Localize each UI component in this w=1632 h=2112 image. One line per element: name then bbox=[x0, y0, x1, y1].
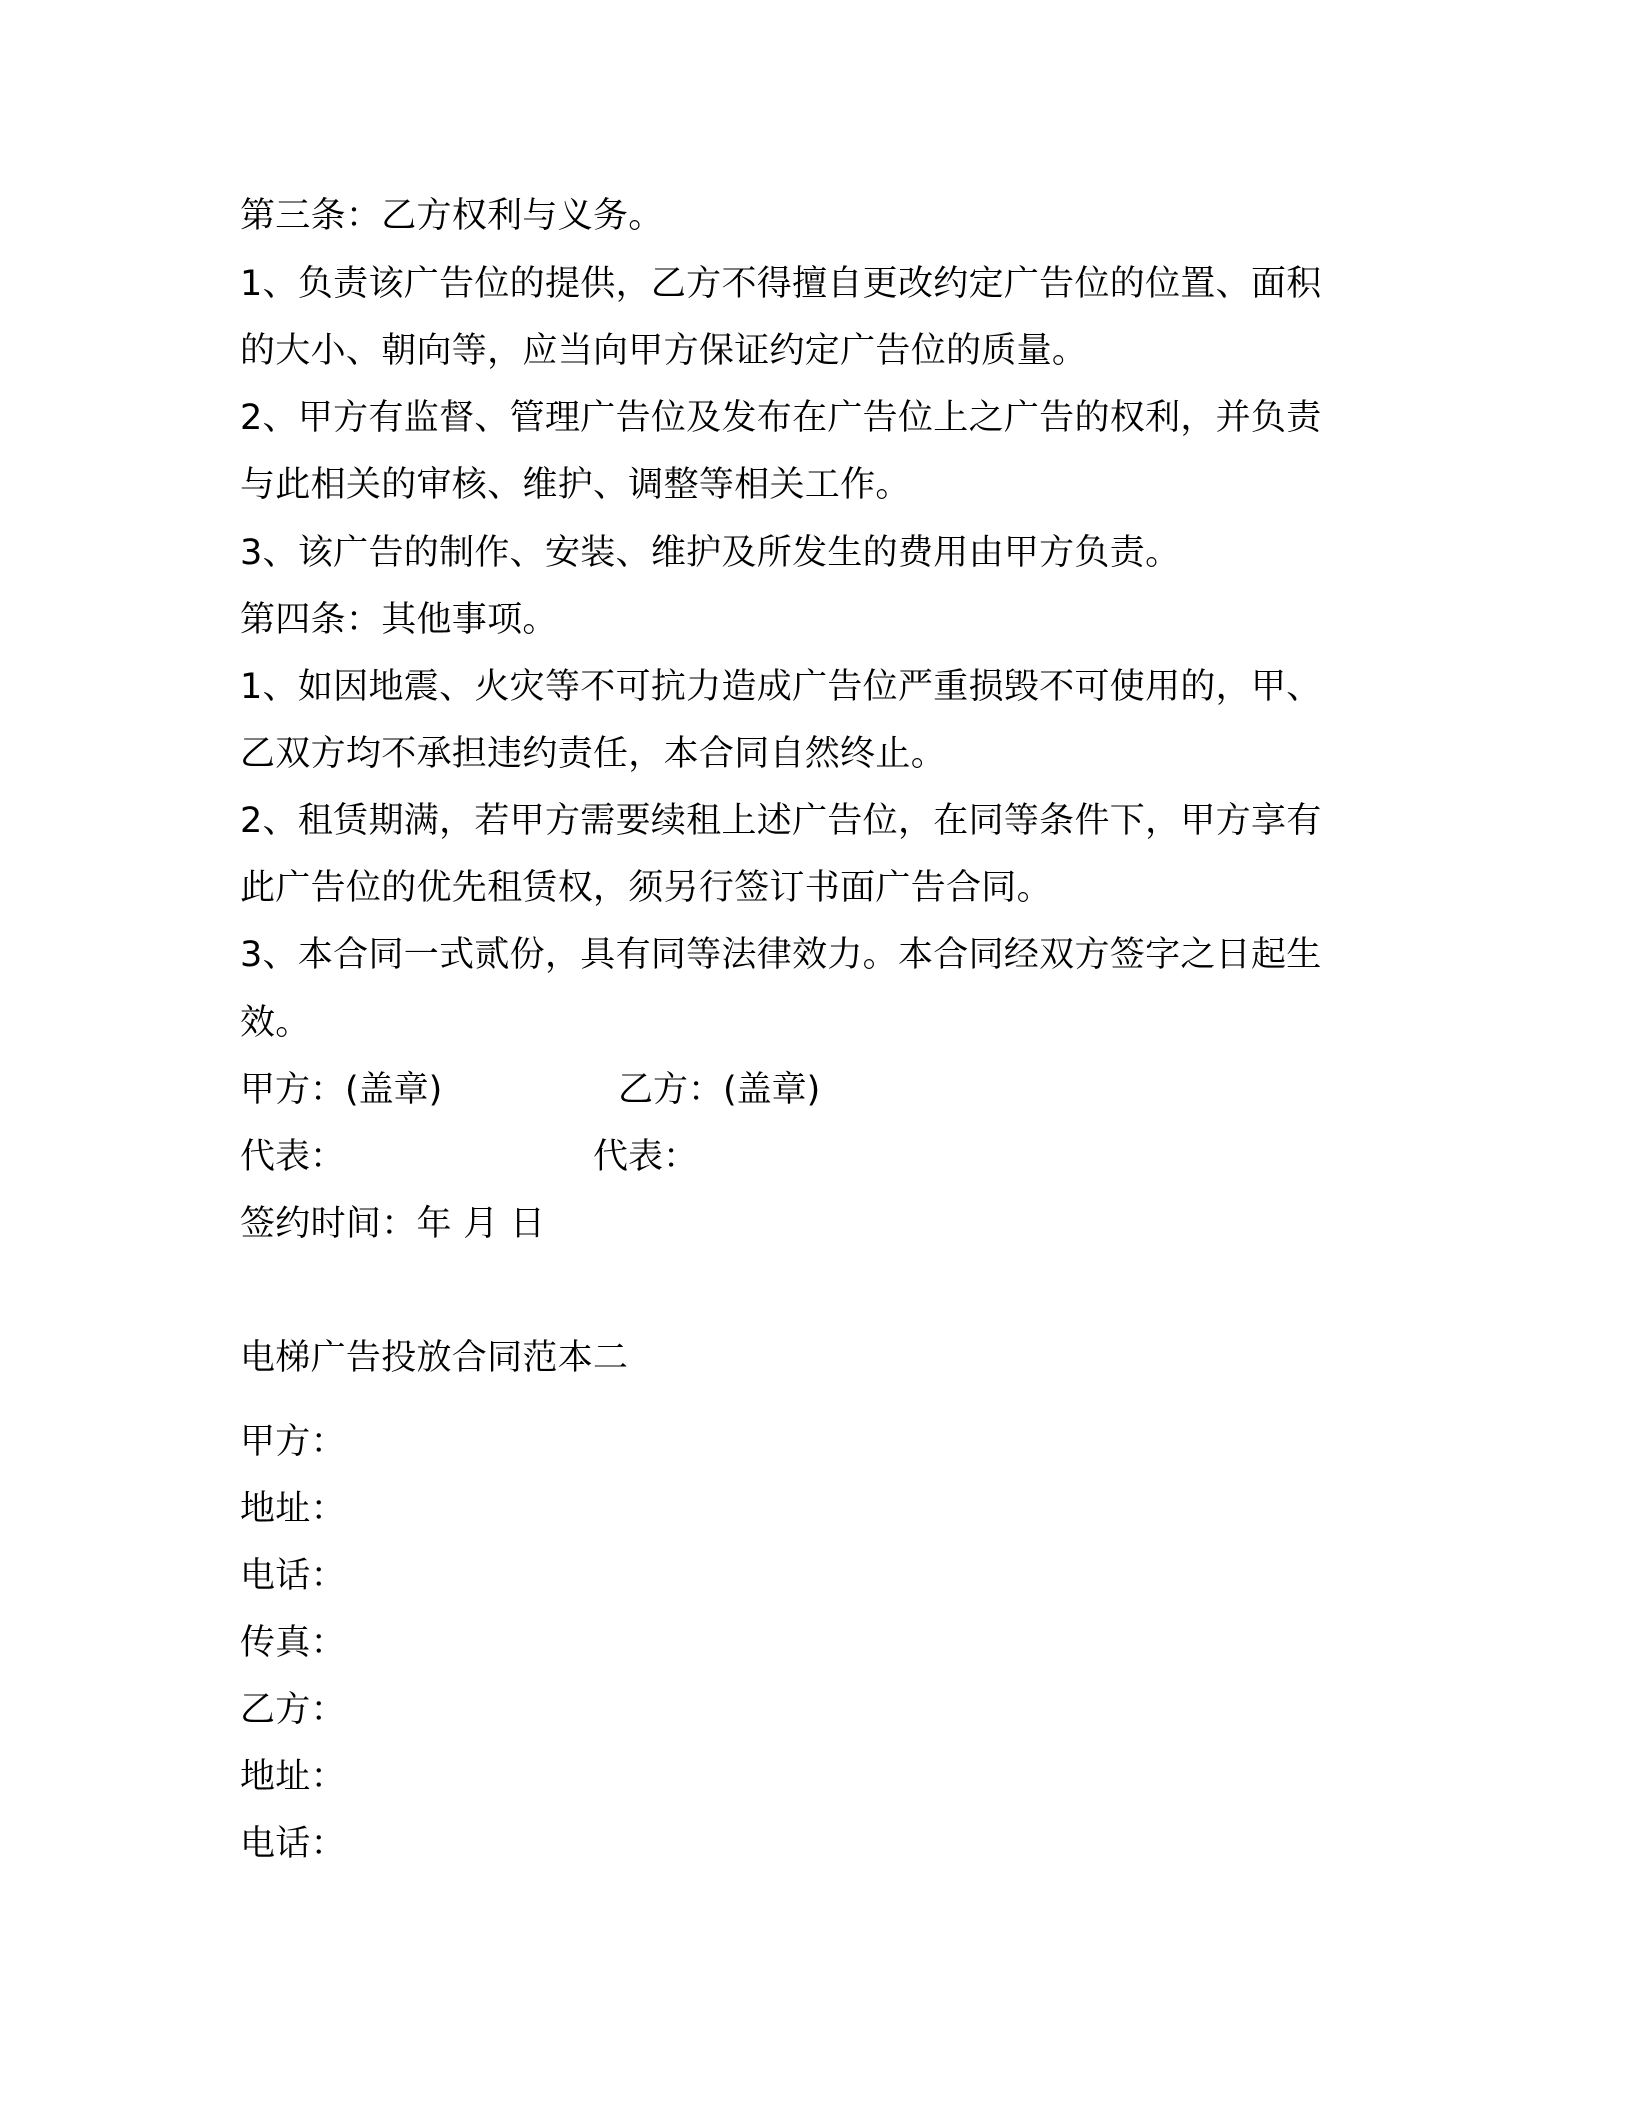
paragraph-line: 1、如因地震、火灾等不可抗力造成广告位严重损毁不可使用的，甲、 bbox=[240, 667, 1322, 707]
paragraph-line: 2、甲方有监督、管理广告位及发布在广告位上之广告的权利，并负责 bbox=[240, 398, 1322, 438]
address-field-label: 地址： bbox=[240, 1489, 346, 1529]
party-a-rep-label: 代表： bbox=[240, 1137, 346, 1177]
party-b-rep-label: 代表： bbox=[593, 1137, 699, 1177]
fax-field-label: 传真： bbox=[240, 1623, 346, 1663]
seal-row bbox=[240, 1068, 1440, 1112]
paragraph-line: 与此相关的审核、维护、调整等相关工作。 bbox=[240, 465, 911, 505]
party-a-field-label: 甲方： bbox=[240, 1422, 346, 1462]
party-b-field-label: 乙方： bbox=[240, 1690, 346, 1730]
paragraph-line: 3、该广告的制作、安装、维护及所发生的费用由甲方负责。 bbox=[240, 533, 1181, 573]
representative-row bbox=[240, 1135, 1440, 1179]
phone-field-label: 电话： bbox=[240, 1824, 346, 1864]
paragraph-line: 2、租赁期满，若甲方需要续租上述广告位，在同等条件下，甲方享有 bbox=[240, 801, 1322, 841]
paragraph-line: 的大小、朝向等，应当向甲方保证约定广告位的质量。 bbox=[240, 331, 1088, 371]
second-contract-title: 电梯广告投放合同范本二 bbox=[240, 1338, 629, 1378]
article-4-heading: 第四条：其他事项。 bbox=[240, 600, 558, 640]
sign-date-label: 签约时间：年 月 日 bbox=[240, 1204, 546, 1244]
party-a-seal-label: 甲方：(盖章) bbox=[240, 1070, 443, 1110]
phone-field-label: 电话： bbox=[240, 1556, 346, 1596]
address-field-label: 地址： bbox=[240, 1757, 346, 1797]
paragraph-line: 乙双方均不承担违约责任，本合同自然终止。 bbox=[240, 734, 947, 774]
paragraph-line: 此广告位的优先租赁权，须另行签订书面广告合同。 bbox=[240, 868, 1052, 908]
paragraph-line: 效。 bbox=[240, 1003, 311, 1043]
paragraph-line: 1、负责该广告位的提供，乙方不得擅自更改约定广告位的位置、面积 bbox=[240, 264, 1322, 304]
party-b-seal-label: 乙方：(盖章) bbox=[618, 1070, 821, 1110]
paragraph-line: 3、本合同一式贰份，具有同等法律效力。本合同经双方签字之日起生 bbox=[240, 935, 1322, 975]
article-3-heading: 第三条：乙方权利与义务。 bbox=[240, 196, 664, 236]
